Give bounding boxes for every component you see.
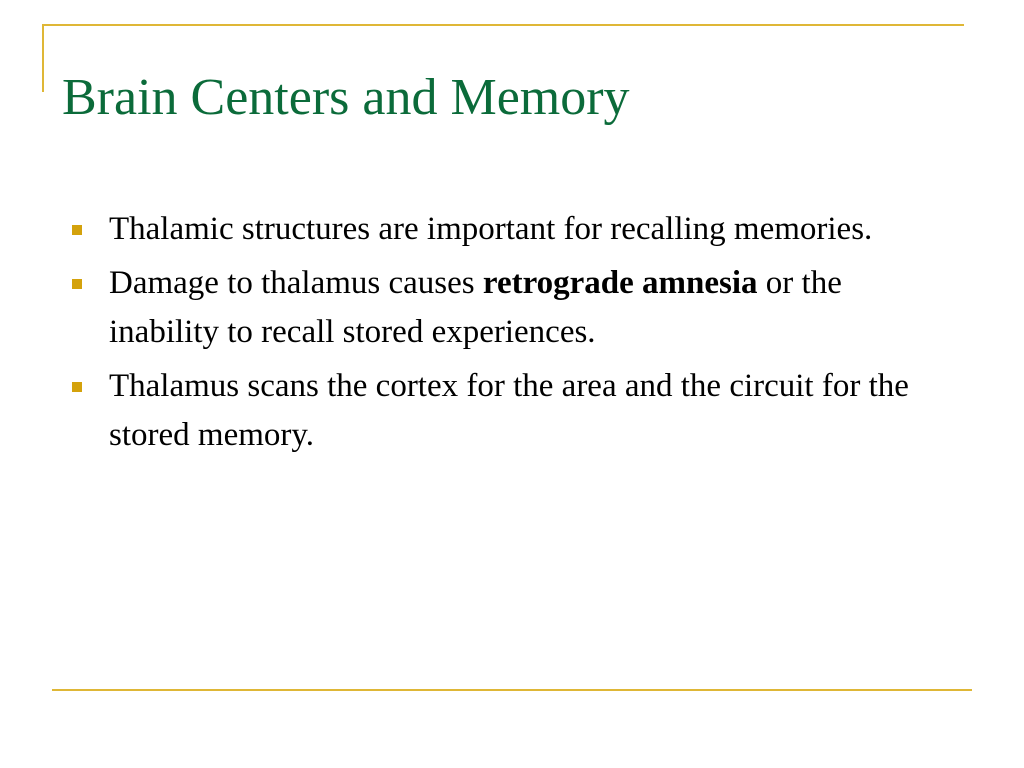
- bullet-item: [62, 259, 922, 357]
- bullet-text: Thalamic structures are important for recalling memories.: [109, 211, 873, 247]
- bold-term: retrograde amnesia: [482, 265, 758, 301]
- square-bullet-icon: [72, 279, 82, 289]
- bullet-text-before: Damage to thalamus causes: [109, 265, 483, 301]
- bullet-item: [62, 362, 922, 460]
- square-bullet-icon: [72, 225, 82, 235]
- bullet-item: [62, 205, 922, 254]
- bullet-text: Thalamus scans the cortex for the area and the circuit for the stored memory.: [109, 368, 909, 453]
- square-bullet-icon: [72, 382, 82, 392]
- frame-left-line: [42, 24, 44, 92]
- frame-bottom-line: [52, 689, 972, 691]
- bullet-list: [62, 205, 922, 465]
- frame-top-line: [42, 24, 964, 26]
- bullet-text-after: or the inability to recall stored experiences.: [109, 265, 842, 350]
- slide-title: Brain Centers and Memory: [62, 69, 630, 126]
